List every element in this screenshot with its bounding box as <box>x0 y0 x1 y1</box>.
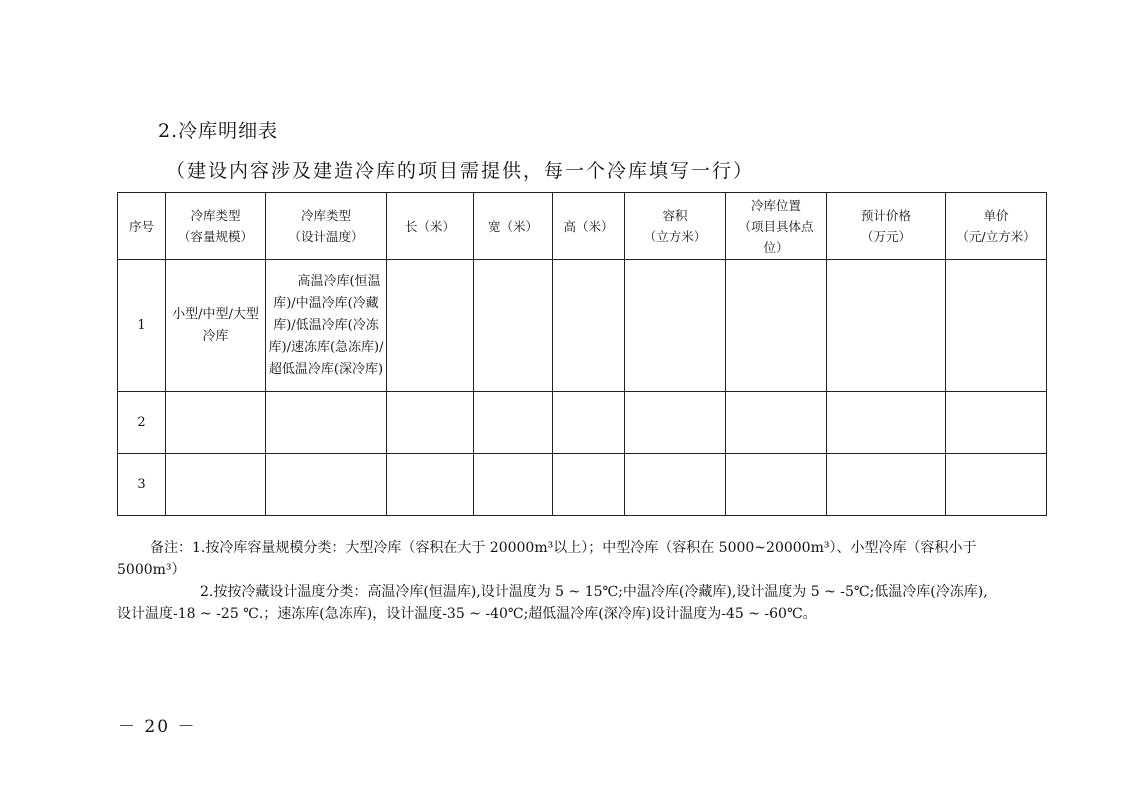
unit-price-cell <box>946 392 1047 454</box>
header-unit-price: 单价 （元/立方米） <box>946 193 1047 260</box>
unit-price-cell <box>946 260 1047 392</box>
height-cell <box>553 454 625 516</box>
location-cell <box>726 392 827 454</box>
page-number: － 20 － <box>118 717 197 737</box>
length-cell <box>387 260 474 392</box>
notes <box>117 537 997 625</box>
height-cell <box>553 260 625 392</box>
volume-cell <box>625 260 726 392</box>
estimated-price-cell <box>827 260 946 392</box>
header-capacity-type: 冷库类型 （容量规模） <box>166 193 266 260</box>
header-temperature-type: 冷库类型 （设计温度） <box>266 193 387 260</box>
table-row <box>118 454 1047 516</box>
row-number: 3 <box>118 454 166 516</box>
unit-price-cell <box>946 454 1047 516</box>
cold-storage-table <box>117 192 1047 516</box>
width-cell <box>474 260 553 392</box>
table-row <box>118 260 1047 392</box>
header-location: 冷库位置 （项目具体点 位） <box>726 193 827 260</box>
estimated-price-cell <box>827 392 946 454</box>
capacity-type-cell: 小型/中型/大型冷库 <box>166 260 266 392</box>
temperature-type-cell: 高温冷库(恒温库)/中温冷库(冷藏库)/低温冷库(冷冻库)/速冻库(急冻库)/超低温冷库(深冷库) <box>266 260 387 392</box>
capacity-type-cell <box>166 392 266 454</box>
volume-cell <box>625 392 726 454</box>
row-number: 1 <box>118 260 166 392</box>
estimated-price-cell <box>827 454 946 516</box>
header-estimated-price: 预计价格 （万元） <box>827 193 946 260</box>
header-height: 高（米） <box>553 193 625 260</box>
section-title: 2.冷库明细表 <box>158 120 279 142</box>
section-subtitle: （建设内容涉及建造冷库的项目需提供，每一个冷库填写一行） <box>166 160 755 182</box>
location-cell <box>726 454 827 516</box>
header-width: 宽（米） <box>474 193 553 260</box>
note-temperature-classification: 2.按按冷藏设计温度分类：高温冷库(恒温库),设计温度为 5 ~ 15℃;中温冷库(冷藏库),设计温度为 5 ~ -5℃;低温冷库(冷冻库),设计温度-18 ~ -25 ℃.；速冻库(急冻库)，设计温度-35 ~ -40℃;超低温冷库(深冷库)设计温度为-45 ~ -60℃。 <box>117 584 988 622</box>
length-cell <box>387 454 474 516</box>
width-cell <box>474 454 553 516</box>
length-cell <box>387 392 474 454</box>
temperature-type-cell <box>266 392 387 454</box>
header-length: 长（米） <box>387 193 474 260</box>
height-cell <box>553 392 625 454</box>
note-capacity-classification: 备注：1.按冷库容量规模分类：大型冷库（容积在大于 20000m³以上）；中型冷库（容积在 5000~20000m³）、小型冷库（容积小于 5000m³） <box>117 540 977 578</box>
capacity-type-cell <box>166 454 266 516</box>
width-cell <box>474 392 553 454</box>
row-number: 2 <box>118 392 166 454</box>
header-volume: 容积 （立方米） <box>625 193 726 260</box>
table-header-row <box>118 193 1047 260</box>
temperature-type-cell <box>266 454 387 516</box>
volume-cell <box>625 454 726 516</box>
location-cell <box>726 260 827 392</box>
table-row <box>118 392 1047 454</box>
header-seq: 序号 <box>118 193 166 260</box>
